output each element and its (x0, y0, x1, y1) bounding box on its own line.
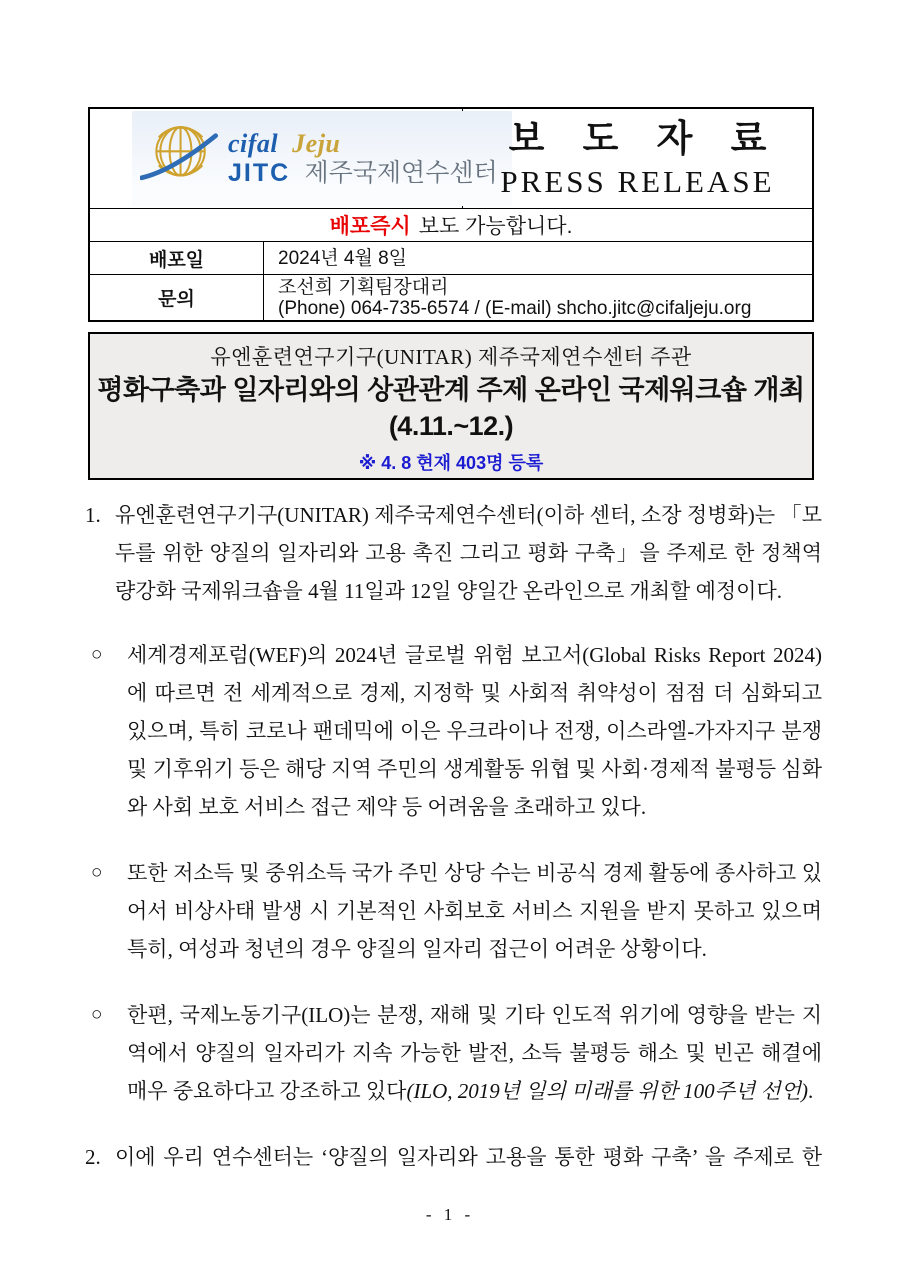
release-date-row (90, 242, 812, 275)
header-row-masthead (90, 109, 812, 209)
release-date-text: 2024년 4월 8일 (278, 247, 408, 269)
paragraph-2-number: 2. (85, 1145, 101, 1169)
contact-value (264, 275, 812, 320)
headline-main-line2: (4.11.~12.) (388, 411, 514, 441)
bullet-item-informal-economy (85, 854, 822, 968)
press-release-korean-title: 보 도 자 료 (508, 118, 781, 160)
release-notice-row (90, 209, 812, 242)
globe-swoosh-icon (140, 117, 218, 200)
logo-wordmark (228, 130, 498, 157)
headline-main-line1: 평화구축과 일자리와의 상관관계 주제 온라인 국제워크숍 개최 (97, 375, 805, 405)
circle-bullet-icon: ○ (91, 1004, 103, 1025)
paragraph-1 (85, 496, 822, 610)
paragraph-1-text: 유엔훈련연구기구(UNITAR) 제주국제연수센터(이하 센터, 소장 정병화)는 「모두를 위한 양질의 일자리와 고용 촉진 그리고 평화 구축」을 주제로 한 정책역량강화 국제워크숍을 4월 11일과 12일 양일간 온라인으로 개최할 예정이다. (115, 503, 822, 603)
cifal-jeju-logo (132, 111, 512, 206)
paragraph-2 (85, 1138, 822, 1176)
logo-org-line (228, 160, 498, 187)
bullet-item-informal-economy-text: 또한 저소득 및 중위소득 국가 주민 상당 수는 비공식 경제 활동에 종사하고 있어서 비상사태 발생 시 기본적인 사회보호 서비스 지원을 받지 못하고 있으며 특히, 여성과 청년의 경우 양질의 일자리 접근이 어려운 상황이다. (127, 861, 822, 961)
circle-bullet-icon: ○ (91, 644, 103, 665)
logo-cell (90, 109, 498, 208)
bullet-item-wef-text: 세계경제포럼(WEF)의 2024년 글로벌 위험 보고서(Global Risks Report 2024)에 따르면 전 세계적으로 경제, 지정학 및 사회적 취약성이 점점 더 심화되고 있으며, 특히 코로나 팬데믹에 이은 우크라이나 전쟁, 이스라엘-가자지구 분쟁 및 기후위기 등은 해당 지역 주민의 생계활동 위협 및 사회·경제적 불평등 심화와 사회 보호 서비스 접근 제약 등 어려움을 초래하고 있다. (127, 643, 822, 819)
contact-row (90, 275, 812, 320)
contact-label: 문의 (90, 275, 264, 320)
bullet-item-ilo (85, 996, 822, 1110)
contact-phone-email: (Phone) 064-735-6574 / (E-mail) shcho.jitc@cifaljeju.org (278, 297, 752, 319)
registration-count-note: ※ 4. 8 현재 403명 등록 (358, 453, 544, 473)
press-release-english-title: PRESS RELEASE (500, 163, 775, 199)
bullet-item-wef (85, 636, 822, 826)
bullet-item-ilo-text: 한편, 국제노동기구(ILO)는 분쟁, 재해 및 기타 인도적 위기에 영향을 받는 지역에서 양질의 일자리가 지속 가능한 발전, 소득 불평등 해소 및 빈곤 해결에 매우 중요하다고 강조하고 있다 (127, 1003, 822, 1103)
release-notice-text: 보도 가능합니다. (418, 215, 573, 238)
page-number: - 1 - (425, 1205, 475, 1224)
circle-bullet-icon: ○ (91, 862, 103, 883)
bullet-item-ilo-period: . (807, 1079, 814, 1103)
release-immediate-text: 배포즉시 (329, 215, 411, 238)
press-release-title-cell (463, 109, 812, 208)
release-date-value (264, 242, 812, 274)
release-date-label: 배포일 (90, 242, 264, 274)
paragraph-2-text: 이에 우리 연수센터는 ‘양질의 일자리와 고용을 통한 평화 구축’ 을 주제로 한 (115, 1145, 822, 1169)
headline-box (88, 332, 814, 480)
bullet-item-ilo-citation: (ILO, 2019년 일의 미래를 위한 100주년 선언) (406, 1079, 808, 1103)
contact-person: 조선희 기획팀장대리 (278, 276, 449, 298)
headline-supertitle: 유엔훈련연구기구(UNITAR) 제주국제연수센터 주관 (210, 345, 692, 369)
logo-text (228, 130, 498, 187)
logo-jeju-text: Jeju (292, 129, 341, 159)
logo-org-korean: 제주국제연수센터 (304, 158, 498, 187)
header-table (88, 107, 814, 322)
logo-jitc-text: JITC (228, 158, 291, 187)
paragraph-1-number: 1. (85, 503, 101, 527)
article-body (85, 496, 822, 1176)
logo-cifal-text: cifal (228, 129, 279, 159)
